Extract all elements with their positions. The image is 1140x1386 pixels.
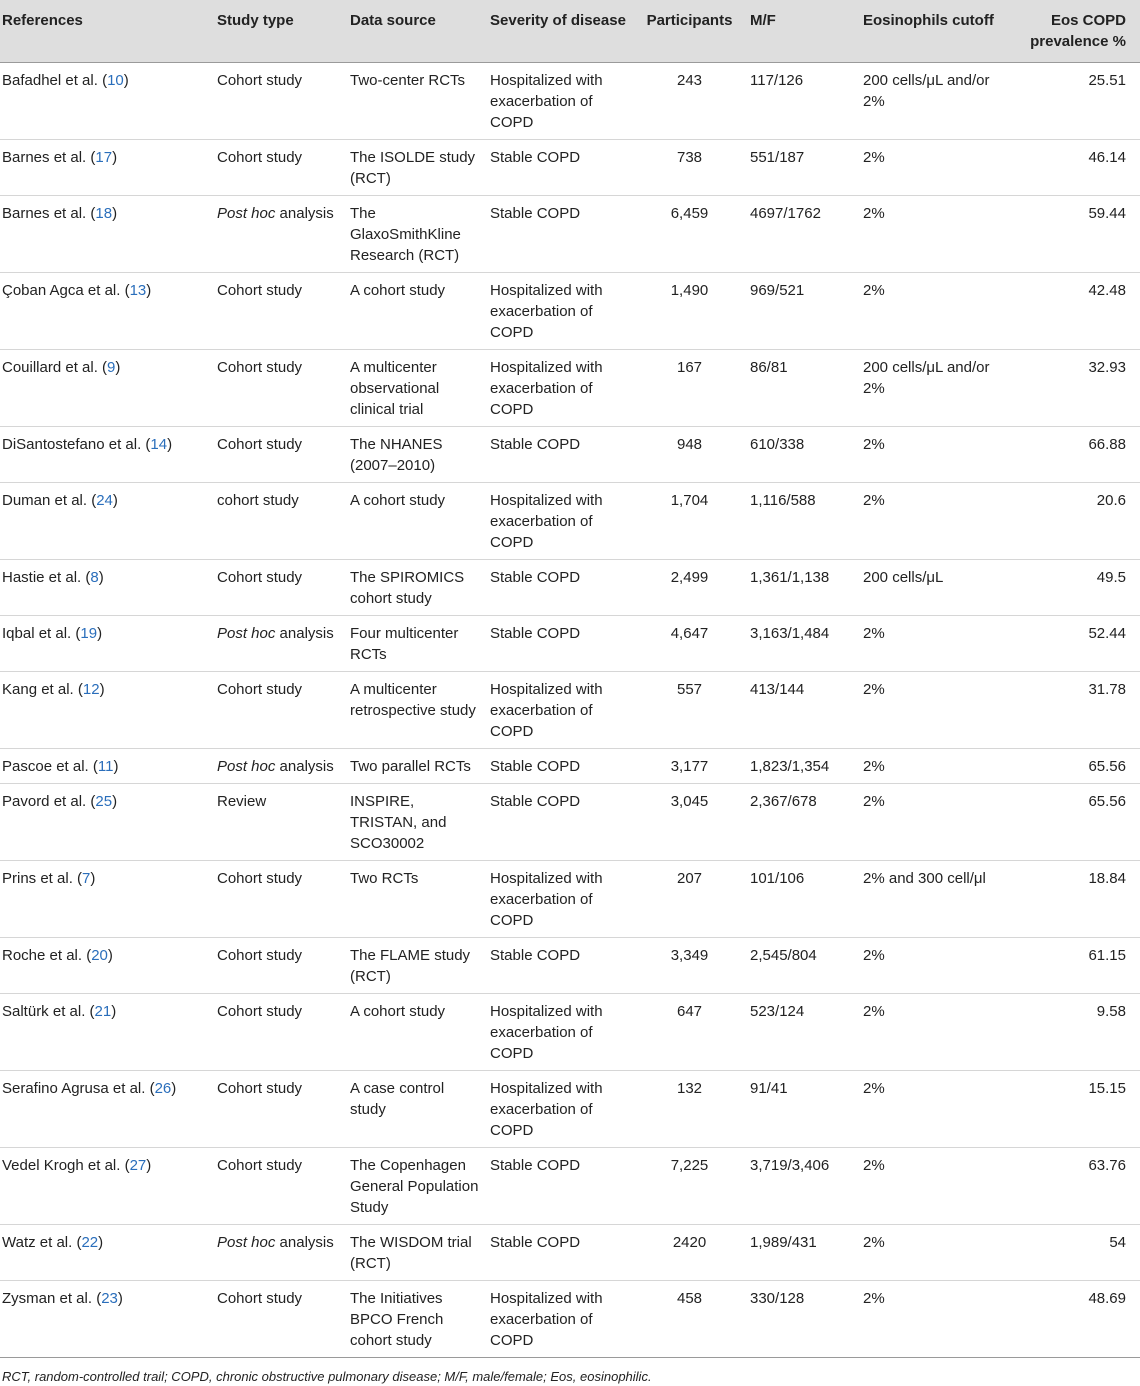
study-type-rest: analysis xyxy=(279,1234,334,1251)
cell-reference xyxy=(0,1225,215,1281)
cell-cutoff: 2% xyxy=(861,938,998,994)
reference-close: ) xyxy=(146,282,152,299)
cell-reference xyxy=(0,273,215,350)
cell-study-type xyxy=(215,1281,348,1358)
reference-number-link[interactable]: 26 xyxy=(154,1080,172,1097)
cell-reference xyxy=(0,1148,215,1225)
table-row xyxy=(0,784,1140,861)
reference-author: Çoban Agca et al. ( xyxy=(2,282,130,299)
reference-close: ) xyxy=(107,947,113,964)
cell-participants: 243 xyxy=(633,63,748,140)
reference-author: Kang et al. ( xyxy=(2,681,83,698)
cell-data-source: INSPIRE, TRISTAN, and SCO30002 xyxy=(348,784,488,861)
reference-author: Barnes et al. ( xyxy=(2,149,96,166)
reference-author: Roche et al. ( xyxy=(2,947,92,964)
cell-prevalence: 48.69 xyxy=(998,1281,1140,1358)
cell-mf: 117/126 xyxy=(748,63,861,140)
cell-reference xyxy=(0,350,215,427)
cell-severity: Stable COPD xyxy=(488,1225,633,1281)
cell-study-type xyxy=(215,994,348,1071)
cell-cutoff: 200 cells/μL and/or 2% xyxy=(861,350,998,427)
cell-mf: 86/81 xyxy=(748,350,861,427)
reference-author: Bafadhel et al. ( xyxy=(2,72,108,89)
reference-close: ) xyxy=(167,436,173,453)
cell-severity: Stable COPD xyxy=(488,140,633,196)
cell-severity: Hospitalized with exacerbation of COPD xyxy=(488,1281,633,1358)
cell-study-type xyxy=(215,350,348,427)
cell-cutoff: 2% xyxy=(861,140,998,196)
study-type-text: Cohort study xyxy=(217,282,303,299)
reference-close: ) xyxy=(113,758,119,775)
reference-close: ) xyxy=(146,1157,152,1174)
reference-close: ) xyxy=(112,149,118,166)
reference-author: Barnes et al. ( xyxy=(2,205,96,222)
cell-mf: 3,719/3,406 xyxy=(748,1148,861,1225)
cell-mf: 551/187 xyxy=(748,140,861,196)
cell-prevalence: 20.6 xyxy=(998,483,1140,560)
cell-prevalence: 63.76 xyxy=(998,1148,1140,1225)
cell-reference xyxy=(0,140,215,196)
cell-study-type xyxy=(215,672,348,749)
cell-study-type xyxy=(215,861,348,938)
cell-prevalence: 66.88 xyxy=(998,427,1140,483)
reference-close: ) xyxy=(97,625,103,642)
table-row xyxy=(0,63,1140,140)
cell-severity: Hospitalized with exacerbation of COPD xyxy=(488,483,633,560)
study-type-italic: Post hoc xyxy=(217,625,276,642)
study-type-text: Cohort study xyxy=(217,149,303,166)
cell-mf: 1,823/1,354 xyxy=(748,749,861,784)
reference-number-link[interactable]: 9 xyxy=(107,359,116,376)
cell-severity: Stable COPD xyxy=(488,784,633,861)
cell-study-type xyxy=(215,1071,348,1148)
cell-study-type xyxy=(215,196,348,273)
cell-cutoff: 2% xyxy=(861,273,998,350)
cell-reference xyxy=(0,63,215,140)
cell-data-source: The ISOLDE study (RCT) xyxy=(348,140,488,196)
table-footnote: RCT, random-controlled trail; COPD, chronic obstructive pulmonary disease; M/F, male/female; Eos, eosinophilic. xyxy=(2,1369,652,1384)
cell-participants: 207 xyxy=(633,861,748,938)
cell-prevalence: 15.15 xyxy=(998,1071,1140,1148)
cell-data-source: A case control study xyxy=(348,1071,488,1148)
cell-study-type xyxy=(215,273,348,350)
cell-reference xyxy=(0,483,215,560)
cell-reference xyxy=(0,672,215,749)
cell-severity: Stable COPD xyxy=(488,749,633,784)
cell-data-source: A multicenter observational clinical trial xyxy=(348,350,488,427)
table-row xyxy=(0,1225,1140,1281)
table-row xyxy=(0,1071,1140,1148)
study-type-text: Cohort study xyxy=(217,72,303,89)
cell-data-source: The Copenhagen General Population Study xyxy=(348,1148,488,1225)
cell-participants: 132 xyxy=(633,1071,748,1148)
cell-cutoff: 2% xyxy=(861,1071,998,1148)
cell-reference xyxy=(0,784,215,861)
cell-cutoff: 2% and 300 cell/μl xyxy=(861,861,998,938)
cell-mf: 4697/1762 xyxy=(748,196,861,273)
cell-reference xyxy=(0,196,215,273)
cell-study-type xyxy=(215,749,348,784)
table-row xyxy=(0,749,1140,784)
cell-prevalence: 61.15 xyxy=(998,938,1140,994)
cell-cutoff: 2% xyxy=(861,784,998,861)
header-row xyxy=(0,0,1140,63)
cell-mf: 330/128 xyxy=(748,1281,861,1358)
cell-participants: 167 xyxy=(633,350,748,427)
study-type-text: cohort study xyxy=(217,492,299,509)
cell-participants: 458 xyxy=(633,1281,748,1358)
reference-number-link[interactable]: 21 xyxy=(94,1003,112,1020)
cell-participants: 557 xyxy=(633,672,748,749)
cell-prevalence: 18.84 xyxy=(998,861,1140,938)
cell-data-source: Four multicenter RCTs xyxy=(348,616,488,672)
reference-number-link[interactable]: 8 xyxy=(90,569,99,586)
reference-author: Couillard et al. ( xyxy=(2,359,108,376)
cell-mf: 969/521 xyxy=(748,273,861,350)
cell-cutoff: 200 cells/μL and/or 2% xyxy=(861,63,998,140)
cell-severity: Hospitalized with exacerbation of COPD xyxy=(488,1071,633,1148)
table-row xyxy=(0,994,1140,1071)
cell-mf: 610/338 xyxy=(748,427,861,483)
cell-participants: 948 xyxy=(633,427,748,483)
cell-mf: 91/41 xyxy=(748,1071,861,1148)
table-row xyxy=(0,560,1140,616)
cell-data-source: The NHANES (2007–2010) xyxy=(348,427,488,483)
cell-mf: 1,116/588 xyxy=(748,483,861,560)
reference-close: ) xyxy=(117,1290,123,1307)
cell-reference xyxy=(0,427,215,483)
reference-close: ) xyxy=(98,1234,104,1251)
study-type-text: Cohort study xyxy=(217,359,303,376)
cell-study-type xyxy=(215,938,348,994)
study-type-italic: Post hoc xyxy=(217,758,276,775)
reference-close: ) xyxy=(171,1080,177,1097)
cell-cutoff: 2% xyxy=(861,483,998,560)
cell-mf: 101/106 xyxy=(748,861,861,938)
cell-mf: 1,361/1,138 xyxy=(748,560,861,616)
reference-number-link[interactable]: 25 xyxy=(95,793,113,810)
reference-author: Pavord et al. ( xyxy=(2,793,96,810)
cell-reference xyxy=(0,616,215,672)
cell-severity: Stable COPD xyxy=(488,1148,633,1225)
reference-author: Watz et al. ( xyxy=(2,1234,82,1251)
header-study-type: Study type xyxy=(217,12,294,29)
table-row xyxy=(0,672,1140,749)
study-type-text: Cohort study xyxy=(217,1290,303,1307)
cell-cutoff: 2% xyxy=(861,427,998,483)
cell-cutoff: 2% xyxy=(861,1281,998,1358)
table-row xyxy=(0,273,1140,350)
cell-study-type xyxy=(215,784,348,861)
cell-severity: Stable COPD xyxy=(488,938,633,994)
cell-participants: 3,349 xyxy=(633,938,748,994)
cell-reference xyxy=(0,994,215,1071)
table-body xyxy=(0,63,1140,1358)
cell-cutoff: 2% xyxy=(861,1148,998,1225)
reference-author: Prins et al. ( xyxy=(2,870,83,887)
cell-mf: 1,989/431 xyxy=(748,1225,861,1281)
cell-reference xyxy=(0,861,215,938)
reference-number-link[interactable]: 12 xyxy=(82,681,100,698)
reference-number-link[interactable]: 27 xyxy=(129,1157,147,1174)
cell-data-source: The Initiatives BPCO French cohort study xyxy=(348,1281,488,1358)
cell-study-type xyxy=(215,1148,348,1225)
cell-study-type xyxy=(215,560,348,616)
cell-data-source: The GlaxoSmithKline Research (RCT) xyxy=(348,196,488,273)
study-type-rest: analysis xyxy=(279,625,334,642)
table-row xyxy=(0,140,1140,196)
cell-prevalence: 32.93 xyxy=(998,350,1140,427)
header-participants: Participants xyxy=(646,12,733,29)
cell-data-source: A cohort study xyxy=(348,994,488,1071)
reference-close: ) xyxy=(99,681,105,698)
reference-close: ) xyxy=(90,870,96,887)
reference-number-link[interactable]: 20 xyxy=(91,947,108,964)
study-type-italic: Post hoc xyxy=(217,1234,276,1251)
cell-cutoff: 2% xyxy=(861,994,998,1071)
cell-severity: Hospitalized with exacerbation of COPD xyxy=(488,63,633,140)
reference-close: ) xyxy=(123,72,129,89)
reference-author: Hastie et al. ( xyxy=(2,569,91,586)
cell-prevalence: 49.5 xyxy=(998,560,1140,616)
cell-prevalence: 25.51 xyxy=(998,63,1140,140)
cell-participants: 647 xyxy=(633,994,748,1071)
cell-prevalence: 42.48 xyxy=(998,273,1140,350)
cell-reference xyxy=(0,560,215,616)
cell-participants: 2420 xyxy=(633,1225,748,1281)
reference-number-link[interactable]: 10 xyxy=(107,72,124,89)
study-type-text: Cohort study xyxy=(217,1003,303,1020)
reference-number-link[interactable]: 11 xyxy=(97,758,114,775)
cell-mf: 3,163/1,484 xyxy=(748,616,861,672)
reference-close: ) xyxy=(112,205,118,222)
cell-cutoff: 2% xyxy=(861,196,998,273)
cell-prevalence: 65.56 xyxy=(998,749,1140,784)
cell-mf: 2,545/804 xyxy=(748,938,861,994)
cell-cutoff: 2% xyxy=(861,749,998,784)
cell-study-type xyxy=(215,63,348,140)
cell-severity: Stable COPD xyxy=(488,427,633,483)
cell-reference xyxy=(0,1281,215,1358)
study-type-rest: analysis xyxy=(279,758,334,775)
reference-number-link[interactable]: 22 xyxy=(81,1234,99,1251)
reference-number-link[interactable]: 7 xyxy=(82,870,91,887)
study-type-text: Cohort study xyxy=(217,870,303,887)
reference-author: Pascoe et al. ( xyxy=(2,758,98,775)
table-row xyxy=(0,1281,1140,1358)
cell-participants: 2,499 xyxy=(633,560,748,616)
table-row xyxy=(0,196,1140,273)
cell-mf: 413/144 xyxy=(748,672,861,749)
reference-close: ) xyxy=(112,793,118,810)
cell-severity: Stable COPD xyxy=(488,196,633,273)
cell-severity: Hospitalized with exacerbation of COPD xyxy=(488,672,633,749)
cell-study-type xyxy=(215,616,348,672)
cell-participants: 1,704 xyxy=(633,483,748,560)
cell-data-source: The SPIROMICS cohort study xyxy=(348,560,488,616)
cell-prevalence: 59.44 xyxy=(998,196,1140,273)
cell-data-source: Two RCTs xyxy=(348,861,488,938)
reference-author: Vedel Krogh et al. ( xyxy=(2,1157,130,1174)
cell-study-type xyxy=(215,140,348,196)
cell-severity: Hospitalized with exacerbation of COPD xyxy=(488,861,633,938)
cell-participants: 6,459 xyxy=(633,196,748,273)
reference-number-link[interactable]: 23 xyxy=(101,1290,118,1307)
cell-participants: 7,225 xyxy=(633,1148,748,1225)
cell-study-type xyxy=(215,427,348,483)
reference-number-link[interactable]: 18 xyxy=(95,205,113,222)
table-row xyxy=(0,427,1140,483)
reference-number-link[interactable]: 24 xyxy=(96,492,113,509)
cell-data-source: A multicenter retrospective study xyxy=(348,672,488,749)
table-row xyxy=(0,616,1140,672)
table-row xyxy=(0,861,1140,938)
cell-severity: Stable COPD xyxy=(488,560,633,616)
study-type-text: Cohort study xyxy=(217,1157,303,1174)
cell-reference xyxy=(0,749,215,784)
cell-severity: Hospitalized with exacerbation of COPD xyxy=(488,994,633,1071)
table-row xyxy=(0,483,1140,560)
cell-prevalence: 9.58 xyxy=(998,994,1140,1071)
cell-study-type xyxy=(215,483,348,560)
header-prevalence: Eos COPD prevalence % xyxy=(1030,12,1126,50)
cell-prevalence: 52.44 xyxy=(998,616,1140,672)
cell-data-source: The FLAME study (RCT) xyxy=(348,938,488,994)
cell-reference xyxy=(0,938,215,994)
cell-data-source: A cohort study xyxy=(348,483,488,560)
cell-participants: 1,490 xyxy=(633,273,748,350)
reference-number-link[interactable]: 14 xyxy=(150,436,168,453)
cell-prevalence: 46.14 xyxy=(998,140,1140,196)
cell-data-source: The WISDOM trial (RCT) xyxy=(348,1225,488,1281)
cell-prevalence: 54 xyxy=(998,1225,1140,1281)
header-cutoff: Eosinophils cutoff xyxy=(863,12,994,29)
header-data-source: Data source xyxy=(350,12,436,29)
study-type-text: Cohort study xyxy=(217,569,303,586)
table-row xyxy=(0,1148,1140,1225)
table-row xyxy=(0,350,1140,427)
header-severity: Severity of disease xyxy=(490,12,626,29)
reference-author: DiSantostefano et al. ( xyxy=(2,436,151,453)
reference-close: ) xyxy=(115,359,121,376)
reference-author: Saltürk et al. ( xyxy=(2,1003,95,1020)
reference-author: Serafino Agrusa et al. ( xyxy=(2,1080,155,1097)
cell-severity: Hospitalized with exacerbation of COPD xyxy=(488,273,633,350)
cell-reference xyxy=(0,1071,215,1148)
study-type-text: Review xyxy=(217,793,267,810)
cell-participants: 4,647 xyxy=(633,616,748,672)
cell-prevalence: 31.78 xyxy=(998,672,1140,749)
study-type-text: Cohort study xyxy=(217,436,303,453)
table-header xyxy=(0,0,1140,63)
cell-participants: 3,177 xyxy=(633,749,748,784)
cell-participants: 738 xyxy=(633,140,748,196)
reference-close: ) xyxy=(98,569,104,586)
cell-data-source: A cohort study xyxy=(348,273,488,350)
reference-close: ) xyxy=(112,492,118,509)
reference-number-link[interactable]: 17 xyxy=(95,149,113,166)
cell-severity: Stable COPD xyxy=(488,616,633,672)
header-mf: M/F xyxy=(750,12,776,29)
study-type-text: Cohort study xyxy=(217,947,303,964)
study-type-rest: analysis xyxy=(279,205,334,222)
table-row xyxy=(0,938,1140,994)
reference-close: ) xyxy=(111,1003,117,1020)
reference-number-link[interactable]: 13 xyxy=(129,282,147,299)
study-type-text: Cohort study xyxy=(217,681,303,698)
cell-cutoff: 2% xyxy=(861,1225,998,1281)
cell-cutoff: 2% xyxy=(861,672,998,749)
cell-study-type xyxy=(215,1225,348,1281)
cell-data-source: Two-center RCTs xyxy=(348,63,488,140)
cell-cutoff: 200 cells/μL xyxy=(861,560,998,616)
cell-data-source: Two parallel RCTs xyxy=(348,749,488,784)
reference-author: Iqbal et al. ( xyxy=(2,625,81,642)
cell-prevalence: 65.56 xyxy=(998,784,1140,861)
cell-severity: Hospitalized with exacerbation of COPD xyxy=(488,350,633,427)
reference-author: Zysman et al. ( xyxy=(2,1290,102,1307)
study-type-italic: Post hoc xyxy=(217,205,276,222)
cell-cutoff: 2% xyxy=(861,616,998,672)
study-type-text: Cohort study xyxy=(217,1080,303,1097)
reference-author: Duman et al. ( xyxy=(2,492,97,509)
cell-mf: 523/124 xyxy=(748,994,861,1071)
reference-number-link[interactable]: 19 xyxy=(80,625,98,642)
header-references: References xyxy=(2,12,83,29)
cell-participants: 3,045 xyxy=(633,784,748,861)
cell-mf: 2,367/678 xyxy=(748,784,861,861)
